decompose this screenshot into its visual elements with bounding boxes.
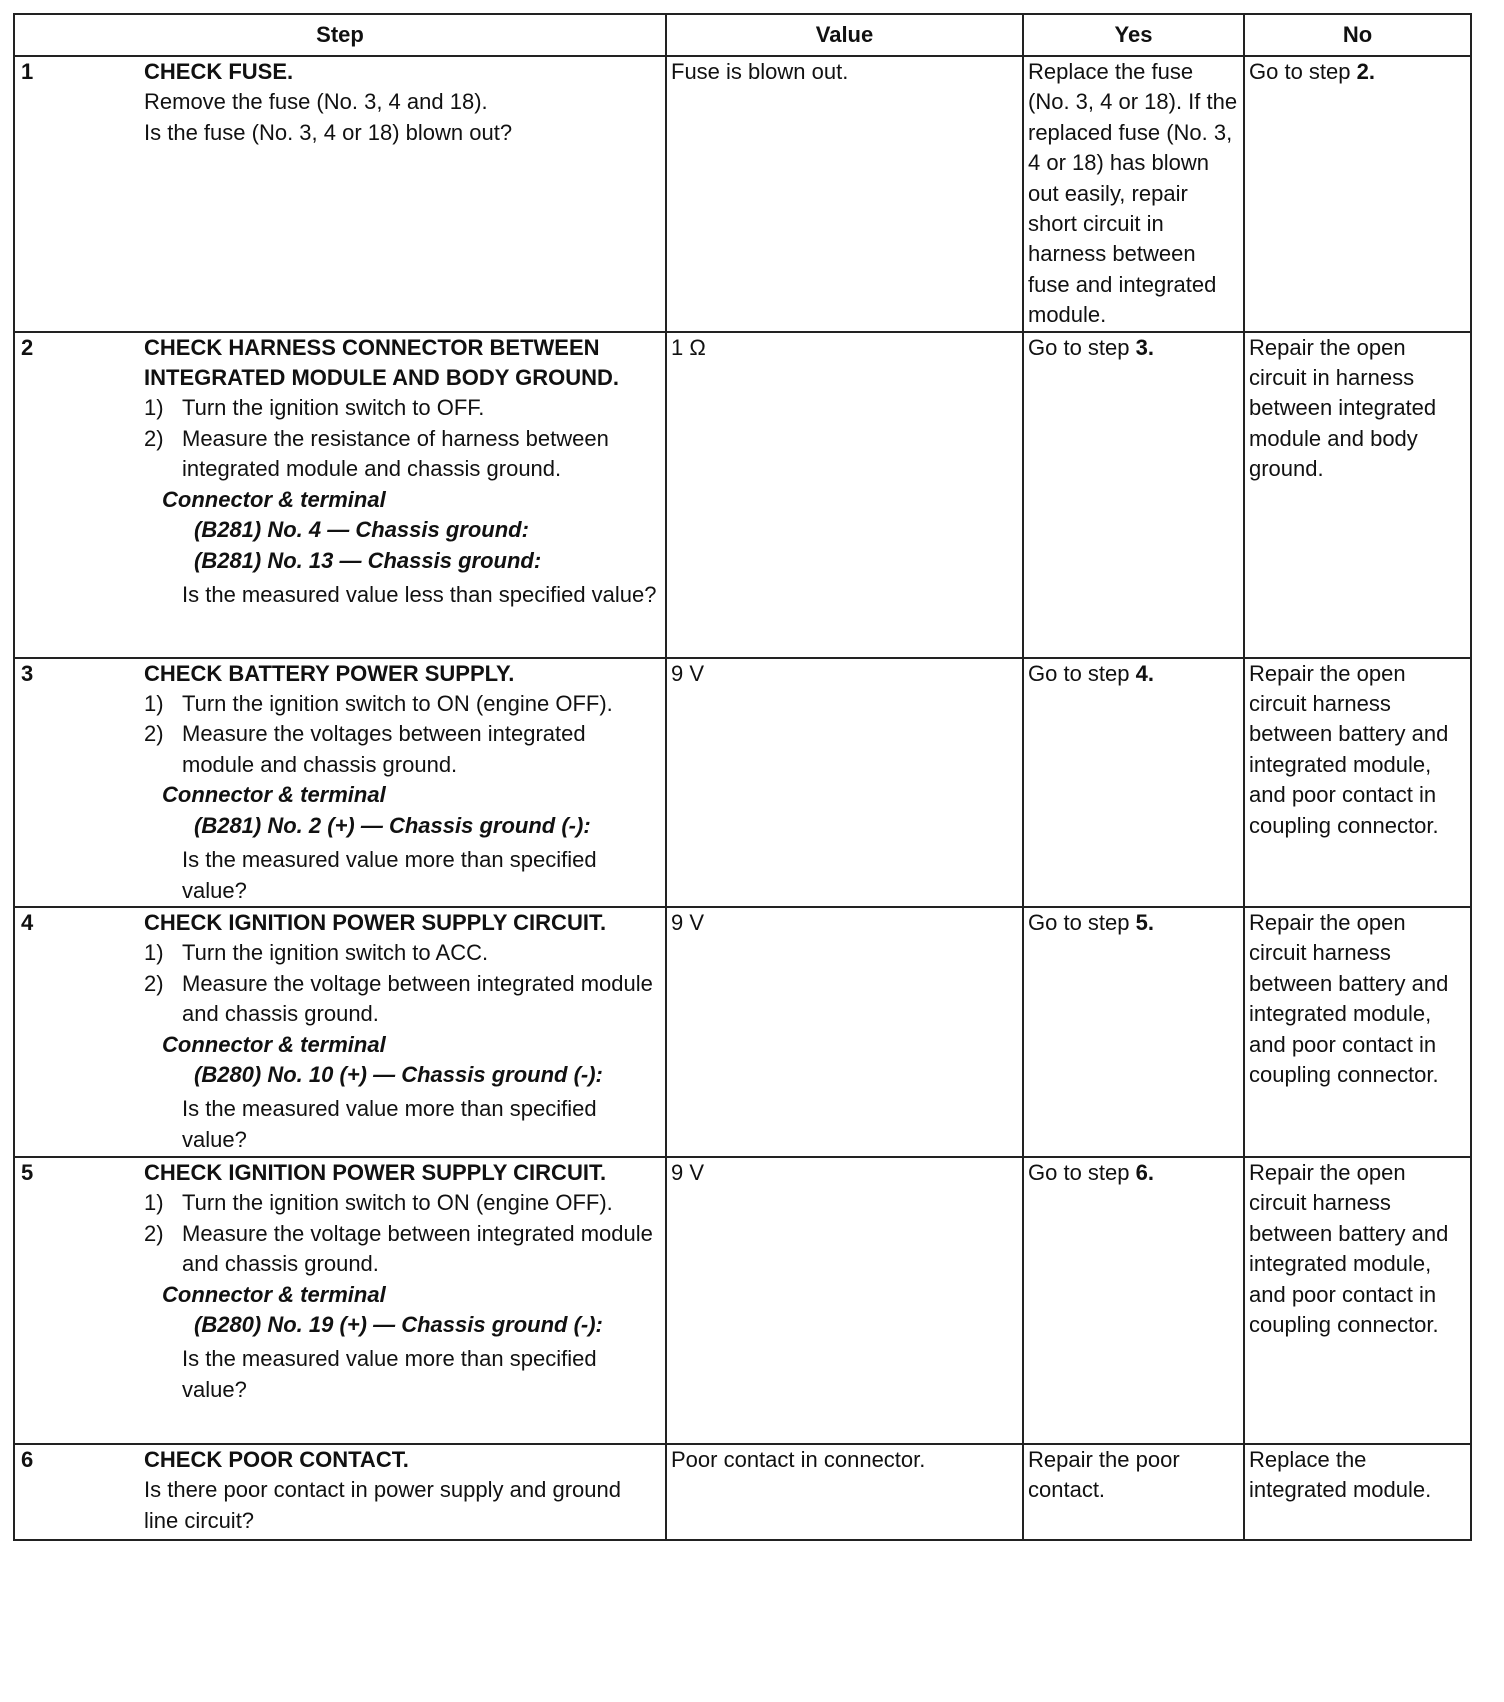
yes-text: Go to step xyxy=(1028,1159,1136,1185)
step-question: Is the measured value less than specified value? xyxy=(182,581,657,607)
sub-step: 2) Measure the voltage between integrated module and chassis ground. xyxy=(144,970,653,1027)
step-cell xyxy=(14,1444,666,1540)
sub-step: 2) Measure the resistance of harness between integrated module and chassis ground. xyxy=(144,425,609,482)
connector-terminal: (B280) No. 10 (+) — Chassis ground (-): xyxy=(194,1061,603,1087)
sub-step: 1) Turn the ignition switch to ACC. xyxy=(144,940,489,966)
yes-text: Go to step xyxy=(1028,660,1136,686)
step-cell xyxy=(14,907,666,1157)
step-title: CHECK POOR CONTACT. xyxy=(144,1446,409,1472)
step-text: Remove the fuse (No. 3, 4 and 18). xyxy=(144,89,488,115)
no-cell: Repair the open circuit in harness between integrated module and body ground. xyxy=(1244,332,1471,658)
value-cell: 1 Ω xyxy=(666,332,1023,658)
step-question: Is the measured value more than specified value? xyxy=(182,1346,597,1402)
table-row xyxy=(14,1157,1471,1444)
step-cell xyxy=(14,1157,666,1444)
connector-terminal: (B281) No. 13 — Chassis ground: xyxy=(194,547,542,573)
header-row xyxy=(14,14,1471,56)
header-value: Value xyxy=(666,14,1023,56)
connector-terminal: (B281) No. 2 (+) — Chassis ground (-): xyxy=(194,812,591,838)
step-question: Is the measured value more than specified value? xyxy=(182,1096,597,1152)
step-question: Is the measured value more than specified value? xyxy=(182,847,597,903)
step-title: CHECK FUSE. xyxy=(144,59,294,84)
step-question: Is the fuse (No. 3, 4 or 18) blown out? xyxy=(144,119,513,145)
header-step: Step xyxy=(14,14,666,56)
value-cell: Poor contact in connector. xyxy=(666,1444,1023,1540)
sub-step: 1) Turn the ignition switch to OFF. xyxy=(144,395,485,421)
sub-step: 2) Measure the voltage between integrated module and chassis ground. xyxy=(144,1220,653,1277)
connector-terminal: (B280) No. 19 (+) — Chassis ground (-): xyxy=(194,1311,603,1337)
yes-cell xyxy=(1023,1157,1244,1444)
yes-text: Go to step xyxy=(1028,909,1136,935)
step-number: 2 xyxy=(21,334,34,360)
connector-heading: Connector & terminal xyxy=(162,1281,386,1307)
step-title: CHECK IGNITION POWER SUPPLY CIRCUIT. xyxy=(144,1159,607,1185)
connector-heading: Connector & terminal xyxy=(162,486,386,512)
no-cell: Repair the open circuit harness between battery and integrated module, and poor contact in coupling connector. xyxy=(1244,907,1471,1157)
diagnostic-table xyxy=(13,13,1472,1541)
yes-cell xyxy=(1023,907,1244,1157)
no-cell xyxy=(1244,56,1471,332)
yes-cell: Replace the fuse (No. 3, 4 or 18). If the replaced fuse (No. 3, 4 or 18) has blown out easily, repair short circuit in harness between fuse and integrated module. xyxy=(1023,56,1244,332)
table-row xyxy=(14,56,1471,332)
yes-cell xyxy=(1023,332,1244,658)
step-title: CHECK HARNESS CONNECTOR BETWEEN INTEGRATED MODULE AND BODY GROUND. xyxy=(144,334,620,391)
sub-step: 2) Measure the voltages between integrated module and chassis ground. xyxy=(144,721,586,777)
step-number: 4 xyxy=(21,909,34,935)
step-number: 1 xyxy=(21,59,34,84)
table-row xyxy=(14,658,1471,907)
value-cell: 9 V xyxy=(666,658,1023,907)
yes-text: Go to step xyxy=(1028,334,1136,360)
yes-step-ref: 6. xyxy=(1135,1159,1154,1185)
table-row xyxy=(14,1444,1471,1540)
connector-heading: Connector & terminal xyxy=(162,1031,386,1057)
step-title: CHECK IGNITION POWER SUPPLY CIRCUIT. xyxy=(144,909,607,935)
no-text: Go to step xyxy=(1249,59,1357,84)
step-cell xyxy=(14,56,666,332)
step-number: 5 xyxy=(21,1159,34,1185)
step-cell xyxy=(14,332,666,658)
yes-step-ref: 4. xyxy=(1135,660,1154,686)
no-cell: Repair the open circuit harness between battery and integrated module, and poor contact in coupling connector. xyxy=(1244,1157,1471,1444)
value-cell: Fuse is blown out. xyxy=(666,56,1023,332)
connector-heading: Connector & terminal xyxy=(162,782,386,808)
step-cell xyxy=(14,658,666,907)
step-question: Is there poor contact in power supply and ground line circuit? xyxy=(144,1477,621,1533)
no-cell: Repair the open circuit harness between battery and integrated module, and poor contact in coupling connector. xyxy=(1244,658,1471,907)
table-row xyxy=(14,332,1471,658)
sub-step: 1) Turn the ignition switch to ON (engine OFF). xyxy=(144,1190,613,1216)
header-no: No xyxy=(1244,14,1471,56)
yes-step-ref: 5. xyxy=(1135,909,1154,935)
step-number: 6 xyxy=(21,1446,34,1472)
no-cell: Replace the integrated module. xyxy=(1244,1444,1471,1540)
yes-cell: Repair the poor contact. xyxy=(1023,1444,1244,1540)
value-cell: 9 V xyxy=(666,907,1023,1157)
sub-step: 1) Turn the ignition switch to ON (engine OFF). xyxy=(144,691,613,717)
yes-cell xyxy=(1023,658,1244,907)
connector-terminal: (B281) No. 4 — Chassis ground: xyxy=(194,517,529,543)
step-number: 3 xyxy=(21,660,34,686)
yes-step-ref: 3. xyxy=(1135,334,1154,360)
value-cell: 9 V xyxy=(666,1157,1023,1444)
table-row xyxy=(14,907,1471,1157)
step-title: CHECK BATTERY POWER SUPPLY. xyxy=(144,660,515,686)
no-step-ref: 2. xyxy=(1356,59,1375,84)
header-yes: Yes xyxy=(1023,14,1244,56)
